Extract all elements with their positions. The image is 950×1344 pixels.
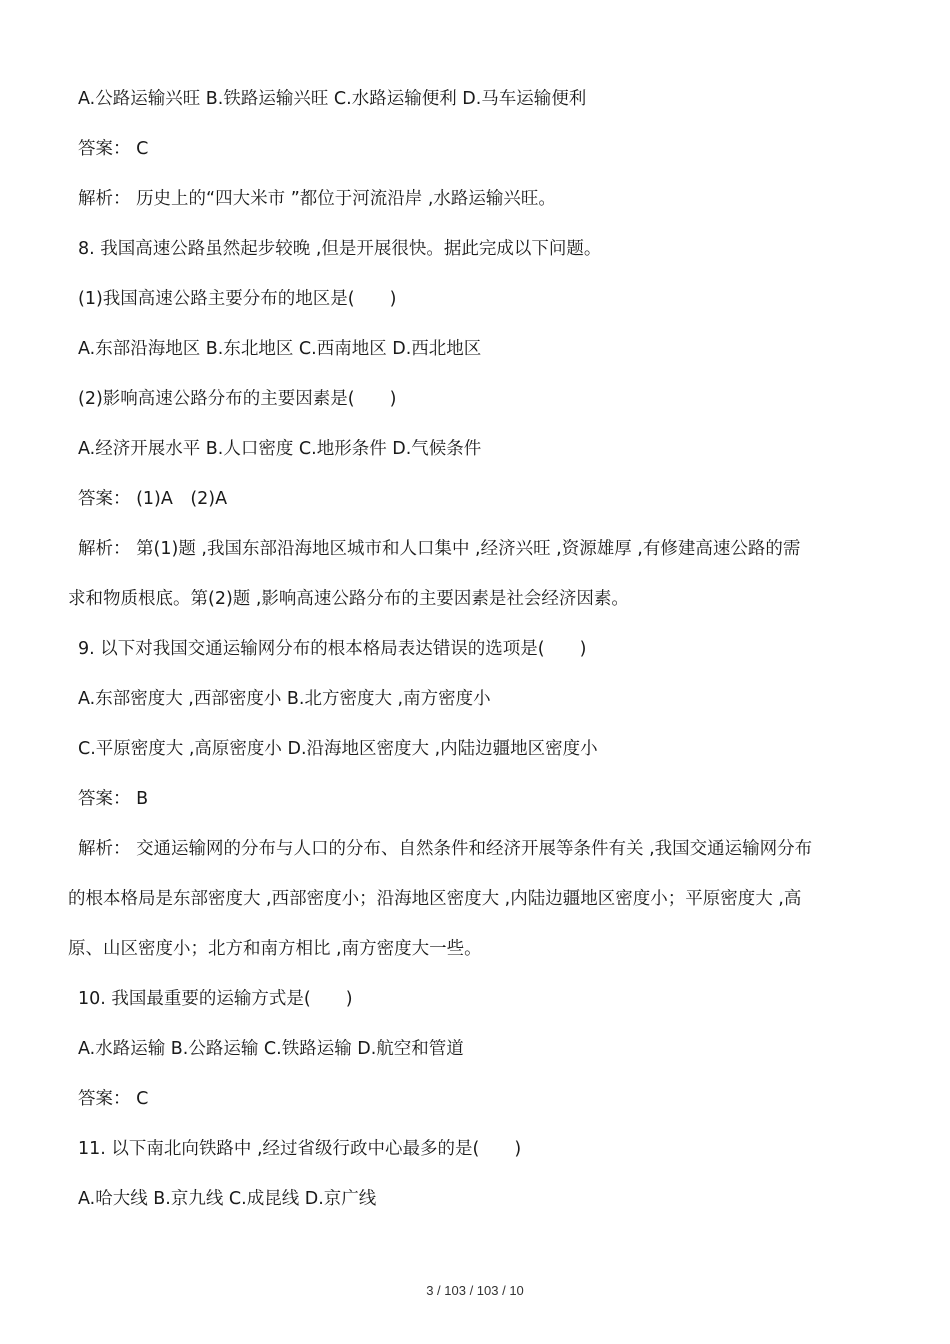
options-line: A.东部密度大 ,西部密度小 B.北方密度大 ,南方密度小 [78,689,491,709]
text-line: A.公路运输兴旺 B.铁路运输兴旺 C.水路运输便利 D.马车运输便利 [78,89,587,109]
question-line: (2)影响高速公路分布的主要因素是( ) [78,389,397,409]
page-footer: 3 / 103 / 103 / 10 [426,1283,524,1298]
options-line: A.哈大线 B.京九线 C.成昆线 D.京广线 [78,1189,377,1209]
explanation-line: 原、山区密度小；北方和南方相比 ,南方密度大一些。 [68,939,482,959]
options-line: A.水路运输 B.公路运输 C.铁路运输 D.航空和管道 [78,1039,464,1059]
answer-line: 答案： (1)A (2)A [78,489,228,509]
explanation-line: 求和物质根底。第(2)题 ,影响高速公路分布的主要因素是社会经济因素。 [68,589,629,609]
answer-line: 答案： C [78,1089,149,1109]
answer-line: 答案： B [78,789,149,809]
options-line: C.平原密度大 ,高原密度小 D.沿海地区密度大 ,内陆边疆地区密度小 [78,739,598,759]
question-line: (1)我国高速公路主要分布的地区是( ) [78,289,397,309]
explanation-line: 解析： 历史上的“四大米市 ”都位于河流沿岸 ,水路运输兴旺。 [78,189,556,209]
question-line: 8. 我国高速公路虽然起步较晚 ,但是开展很快。据此完成以下问题。 [78,239,602,259]
question-line: 10. 我国最重要的运输方式是( ) [78,989,353,1009]
question-line: 9. 以下对我国交通运输网分布的根本格局表达错误的选项是( ) [78,639,587,659]
question-line: 11. 以下南北向铁路中 ,经过省级行政中心最多的是( ) [78,1139,522,1159]
answer-line: 答案： C [78,139,149,159]
explanation-line: 解析： 第(1)题 ,我国东部沿海地区城市和人口集中 ,经济兴旺 ,资源雄厚 ,有修建高速公路的需 [78,539,801,559]
options-line: A.东部沿海地区 B.东北地区 C.西南地区 D.西北地区 [78,339,482,359]
explanation-line: 解析： 交通运输网的分布与人口的分布、自然条件和经济开展等条件有关 ,我国交通运输网分布 [78,839,813,859]
explanation-line: 的根本格局是东部密度大 ,西部密度小；沿海地区密度大 ,内陆边疆地区密度小；平原密度大 ,高 [68,889,802,909]
options-line: A.经济开展水平 B.人口密度 C.地形条件 D.气候条件 [78,439,482,459]
